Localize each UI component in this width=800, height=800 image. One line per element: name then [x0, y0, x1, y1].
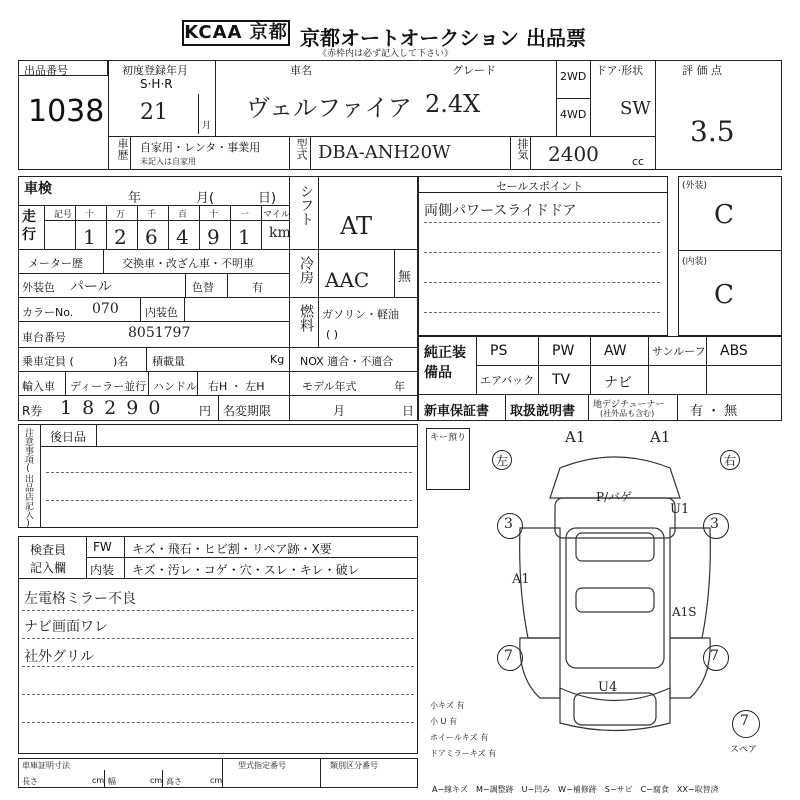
meigi-day: 日: [402, 404, 415, 418]
ext-grade-value: C: [714, 200, 734, 230]
ac-label: 冷房: [298, 256, 314, 284]
meter-history-label: メーター歴: [28, 257, 83, 270]
sales-point-label: セールスポイント: [496, 180, 584, 193]
form-subtitle: 《赤枠内は必ず記入して下さい》: [318, 49, 454, 59]
mark-u4: U4: [598, 680, 618, 695]
reg-era: S·H·R: [140, 77, 173, 91]
score-value: 3.5: [690, 115, 735, 148]
ac-value: AAC: [325, 268, 370, 292]
mileage-head-7: マイル: [263, 210, 290, 220]
mileage-digit-6: km: [269, 225, 291, 241]
mark-tire-fr: 3: [710, 516, 719, 532]
ext-color-label: 外装色: [22, 281, 55, 294]
legend-small-1: 小キズ 有: [430, 701, 465, 710]
reg-year: 21: [140, 100, 168, 125]
vin-label: 車台番号: [22, 331, 66, 344]
logo: KCAA 京都: [182, 20, 290, 46]
disp-label: 排気: [516, 138, 529, 160]
mark-tire-rr: 7: [710, 648, 719, 664]
model-year-label: モデル年式: [302, 380, 357, 393]
door-label: ドア·形状: [596, 64, 644, 77]
notes-head: 後日品: [50, 430, 87, 444]
color-no-label: カラーNo.: [22, 306, 74, 319]
key-label: キー預り: [430, 433, 467, 443]
footer-length: 長さ: [22, 777, 38, 786]
footer-height: 高さ: [166, 777, 182, 786]
int-defect-options: キズ・汚レ・コゲ・穴・スレ・キレ・破レ: [132, 563, 360, 577]
equipment-0-2: AW: [604, 343, 627, 359]
load-label: 積載量: [152, 355, 185, 368]
mileage-digit-4: 9: [207, 225, 220, 249]
equipment-0-1: PW: [552, 343, 575, 359]
int-defect-label: 内装: [90, 563, 115, 577]
inspector-label-2: 記入欄: [30, 561, 67, 575]
disp-value: 2400: [548, 142, 599, 166]
mileage-digit-1: 2: [114, 225, 127, 249]
mark-hood: P/バゲ: [596, 490, 633, 504]
mileage-head-4: 百: [178, 210, 188, 220]
shaken-month-unit: 月(: [196, 191, 215, 206]
meter-options: 交換車・改ざん車・不明車: [122, 257, 254, 270]
ext-color-value: パール: [70, 279, 112, 295]
notes-side-label: 注意事項(出品店記入): [23, 428, 33, 529]
load-unit: Kg: [270, 353, 285, 366]
mileage-head-5: 十: [209, 210, 219, 220]
inspector-note-3: 社外グリル: [24, 649, 94, 665]
drive-2wd: 2WD: [560, 70, 587, 83]
color-change-value: 有: [252, 281, 263, 294]
disp-unit: cc: [632, 155, 645, 168]
ac-none: 無: [398, 270, 412, 285]
color-change-label: 色替: [192, 281, 214, 294]
r-ticket-unit: 円: [199, 404, 212, 418]
mark-tire-rl: 7: [504, 648, 513, 664]
equipment-0-0: PS: [490, 343, 508, 359]
mileage-digit-5: 1: [238, 225, 251, 249]
mark-a1-front-left: A1: [565, 428, 586, 446]
grade-value: 2.4X: [425, 90, 481, 118]
digital-yesno: 有 ・ 無: [690, 404, 738, 419]
model-label: 型式: [295, 138, 308, 160]
use-label: 車歴: [116, 138, 129, 160]
int-grade-value: C: [714, 280, 734, 310]
name-value: ヴェルファイア: [246, 94, 412, 122]
mileage-head-0: 記号: [54, 210, 73, 220]
color-no-value: 070: [92, 301, 119, 317]
footer-unit-2: cm: [150, 776, 163, 785]
shaken-day-unit: 日): [258, 191, 277, 206]
fw-label: FW: [93, 540, 112, 554]
shaken-label: 車検: [24, 181, 52, 197]
legend-small-3: ホイールキズ 有: [430, 733, 489, 742]
equipment-label: 純正装備品: [424, 345, 466, 381]
footer-width: 幅: [108, 777, 116, 786]
right-label: 右: [724, 454, 737, 468]
int-grade-label: (内装): [682, 257, 708, 267]
door-value: SW: [620, 98, 651, 119]
footer-unit-3: cm: [210, 776, 223, 785]
shift-value: AT: [340, 212, 373, 240]
mark-u1: U1: [670, 502, 690, 517]
left-label: 左: [496, 454, 509, 468]
mileage-head-2: 万: [116, 210, 126, 220]
footer-legend: A−線キズ M−調整跡 U−凹み W−補修跡 S−サビ C−腐食 XX−取替済: [432, 785, 719, 794]
mark-a1-front-right: A1: [650, 428, 671, 446]
equipment-1-1: TV: [552, 372, 571, 388]
inspector-note-2: ナビ画面ワレ: [24, 619, 108, 635]
vin-value: 8051797: [128, 325, 191, 341]
meigi-month: 月: [333, 404, 346, 418]
inspector-label-1: 検査員: [30, 543, 67, 557]
mark-tire-fl: 3: [504, 516, 513, 532]
footer-type-label: 型式指定番号: [238, 761, 286, 770]
mileage-head-3: 千: [147, 210, 157, 220]
warranty-label: 新車保証書: [424, 404, 490, 419]
use-value: 自家用・レンタ・事業用: [140, 141, 261, 154]
sales-point-line1: 両側パワースライドドア: [424, 203, 577, 219]
spare-value: 7: [740, 713, 749, 729]
score-label: 評 価 点: [682, 64, 722, 77]
mileage-label: 走行: [22, 209, 36, 243]
model-value: DBA-ANH20W: [318, 142, 451, 163]
legend-small-2: 小 U 有: [430, 717, 457, 726]
use-note: 未記入は自家用: [140, 157, 196, 166]
digital-tuner-label: 地デジチューナー: [593, 400, 665, 410]
fuel-label: 燃料: [298, 304, 314, 332]
shaken-year-unit: 年: [128, 191, 142, 206]
fuel-paren: ( ): [326, 328, 339, 341]
footer-class-label: 類別区分番号: [330, 761, 378, 770]
handle-value: 右H ・ 左H: [208, 380, 265, 393]
footer-garage-label: 車庫証明寸法: [22, 761, 70, 770]
model-year-unit: 年: [394, 380, 405, 393]
mileage-digit-0: 1: [83, 225, 96, 249]
capacity-label: 乗車定員 (: [22, 355, 74, 368]
drive-4wd: 4WD: [560, 108, 587, 121]
digital-tuner-note: (社外品も含む): [600, 409, 655, 418]
r-ticket-value: 18290: [60, 397, 171, 419]
capacity-unit: )名: [113, 355, 129, 368]
mileage-head-6: 一: [240, 210, 250, 220]
fuel-value: ガソリン・軽油: [322, 308, 399, 321]
equipment-0-4: ABS: [720, 343, 748, 359]
equipment-0-3: サンルーフ: [652, 345, 706, 358]
reg-month-unit: 月: [202, 121, 212, 131]
mileage-head-1: 十: [85, 210, 95, 220]
mark-a1s-right: A1S: [672, 605, 697, 619]
int-color-label: 内装色: [145, 306, 178, 319]
manual-label: 取扱説明書: [510, 404, 576, 419]
legend-small-4: ドアミラーキズ 有: [430, 749, 497, 758]
import-label: 輸入車: [22, 380, 55, 393]
inspector-note-1: 左電格ミラー不良: [24, 591, 136, 607]
ext-grade-label: (外装): [682, 181, 708, 191]
mileage-digit-2: 6: [145, 225, 158, 249]
grade-label: グレード: [452, 64, 496, 77]
shift-label: シフト: [298, 184, 314, 226]
fw-options: キズ・飛石・ヒビ割・リペア跡・X要: [132, 542, 332, 556]
lot-number: 1038: [28, 94, 105, 129]
footer-unit-1: cm: [92, 776, 105, 785]
r-ticket-label: R券: [22, 404, 43, 418]
mark-a1-left: A1: [512, 572, 530, 587]
form-title: 京都オートオークション 出品票: [300, 26, 586, 50]
handle-label: ハンドル: [153, 380, 197, 393]
lot-label: 出品番号: [24, 64, 68, 77]
equipment-1-2: ナビ: [604, 375, 632, 391]
nox-label: NOX 適合・不適合: [300, 355, 394, 368]
equipment-1-0: エアバック: [480, 374, 535, 387]
mileage-digit-3: 4: [176, 225, 189, 249]
spare-label: スペア: [730, 745, 758, 755]
dealer-label: ディーラー並行: [70, 380, 147, 393]
reg-label: 初度登録年月: [122, 64, 188, 77]
meigi-label: 名変期限: [223, 404, 272, 418]
name-label: 車名: [290, 64, 312, 77]
